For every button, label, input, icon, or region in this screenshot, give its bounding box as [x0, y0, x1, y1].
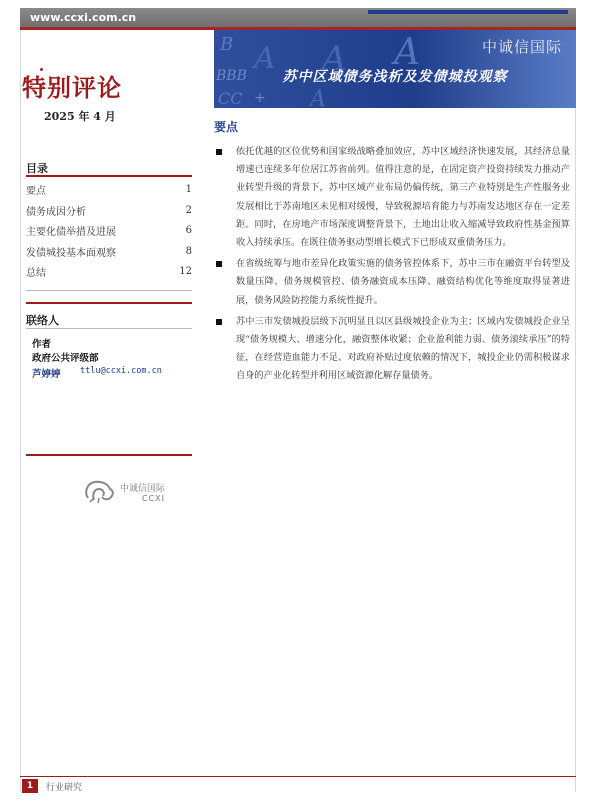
ccxi-logo-icon: [82, 478, 116, 506]
toc-item-page: 8: [185, 245, 192, 257]
decor-letter: A: [254, 41, 276, 76]
ccxi-logo: [82, 478, 165, 506]
toc-item-page: 2: [185, 204, 192, 216]
key-point-text: 依托优越的区位优势和国家级战略叠加效应，苏中区域经济快速发展，其经济总量增速已连续多年位居江苏省前列。值得注意的是，在固定资产投资持续发力推动产业转型升级的背景下，苏中区域产业布局仍偏传统，第三产业特别是生产性服务业发展相比于苏南地区未见相对缓慢，导致税源培育能力与苏南发达地区存在一定差距。同时，在房地产市场深度调整背景下，土地出让收入缩减导致政府性基金预算收入持续承压。在既往债务驱动型增长模式下已形成双重债务压力。: [236, 146, 570, 249]
toc-item-label: 要点: [26, 186, 46, 198]
toc-item[interactable]: [26, 221, 192, 242]
logo-en-text: CCXI: [142, 494, 166, 503]
report-type-title: 特别评论: [22, 73, 122, 102]
toc-item[interactable]: [26, 242, 192, 263]
key-points-heading: 要点: [214, 120, 239, 134]
toc-item[interactable]: [26, 180, 192, 201]
toc-item-label: 发债城投基本面观察: [26, 247, 116, 259]
footer-label: 行业研究: [46, 783, 83, 793]
toc-heading: 目录: [26, 162, 48, 175]
contact-heading-rule: [26, 328, 192, 329]
contact-heading: 联络人: [26, 314, 59, 327]
key-point-text: 在省级统筹与地市差异化政策实施的债务管控体系下，苏中三市在融资平台转型及数量压降、债务规模管控、债务融资成本压降、融资结构优化等维度取得显著进展，债务风险防控能力系统性提升。: [236, 258, 570, 306]
toc-item-label: 总结: [26, 268, 46, 280]
contact-person: [32, 366, 192, 380]
decor-letter: CC: [218, 89, 243, 108]
contact-bottom-rule: [26, 454, 192, 456]
bullet-square-icon: [216, 261, 222, 267]
decor-letter: BBB: [216, 68, 247, 84]
logo-cn-text: 中诚信国际: [120, 484, 166, 494]
toc-item-page: 12: [179, 266, 192, 278]
page-number: 1: [22, 779, 38, 793]
banner-brand: 中诚信国际: [481, 38, 562, 56]
top-header-bar: [20, 8, 576, 30]
key-point-text: 苏中三市发债城投层级下沉明显且以区县级城投企业为主；区域内发债城投企业呈现“债务规模大、增速分化，融资整体收紧；企业盈利能力弱、债务滚续承压”的特征，在经营造血能力不足、对政府补贴过度依赖的情况下，城投企业仍需积极谋求自身的产业化转型并利用区域资源化解存量债务。: [236, 315, 570, 382]
key-point-item: [214, 313, 570, 386]
toc-item[interactable]: [26, 262, 192, 283]
report-banner: [214, 30, 576, 108]
contact-top-rule: [26, 302, 192, 304]
decor-letter: A: [394, 32, 420, 73]
report-date: 2025 年 4 月: [44, 110, 116, 123]
toc-bottom-rule: [26, 290, 192, 291]
key-point-item: [214, 255, 570, 310]
toc-item-label: 主要化债举措及进展: [26, 227, 116, 239]
toc-item-page: 6: [185, 225, 192, 237]
header-stripe: [368, 10, 568, 14]
bullet-square-icon: [216, 149, 222, 155]
main-content: [214, 118, 570, 389]
contact-block: [32, 336, 192, 380]
decor-letter: A: [310, 87, 326, 108]
toc-item-label: 债务成因分析: [26, 206, 86, 218]
department-name: 政府公共评级部: [32, 353, 99, 364]
key-point-item: [214, 143, 570, 252]
person-email-link[interactable]: ttlu@ccxi.com.cn: [80, 366, 162, 376]
toc-top-rule: [26, 175, 192, 177]
decor-letter: +: [254, 90, 266, 106]
person-name: 芦婷婷: [32, 369, 61, 380]
toc-item[interactable]: [26, 201, 192, 222]
author-label: 作者: [32, 339, 52, 350]
decor-letter: B: [220, 34, 234, 55]
table-of-contents: [26, 180, 192, 283]
toc-item-page: 1: [185, 184, 192, 196]
report-title: 苏中区域债务浅析及发债城投观察: [282, 69, 508, 85]
bullet-square-icon: [216, 319, 222, 325]
decor-letter: A: [322, 39, 347, 79]
footer-rule: [20, 776, 576, 777]
site-url[interactable]: www.ccxi.com.cn: [30, 11, 137, 24]
